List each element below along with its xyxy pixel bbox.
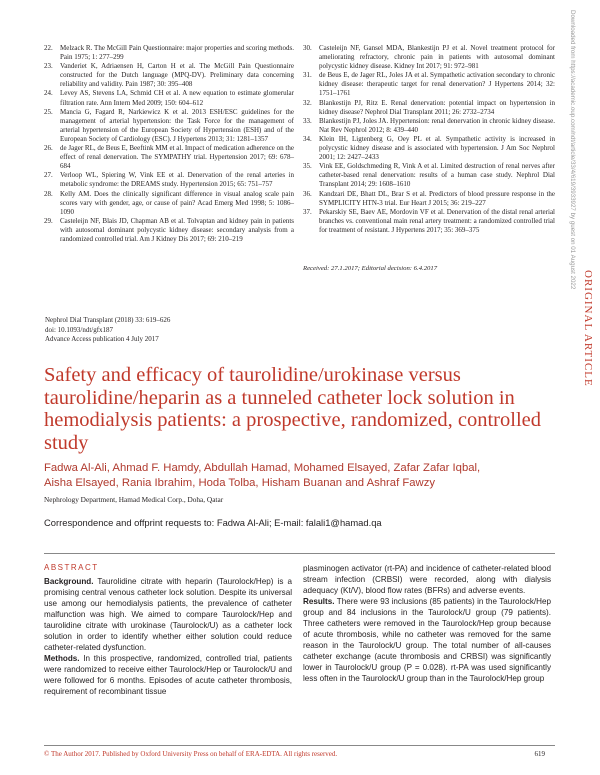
reference-text: Casteleijn NF, Gansel MDA, Blankestijn PJ et al. Novel treatment protocol for ameliorating refractory, chronic pain in patients with autosomal dominant polycystic kidney disease. Kidney Int 2017; 91: 972–981 xyxy=(319,44,555,71)
publication-info xyxy=(45,316,170,345)
reference-item xyxy=(303,135,555,162)
methods-text: In this prospective, randomized, controlled trial, patients were randomized to receive either Taurolock/Hep or Taurolock/U and were followed for 6 months. Episodes of acute catheter thrombosis, requirement of recombinant tissue xyxy=(44,654,292,696)
results-text: There were 93 inclusions (85 patients) in the Taurolock/Hep group and 84 inclusions in the Taurolock/U group (79 patients). Three catheters were removed in the Taurolock/Hep group because of acute thrombosis, while no catheter was removed for the same reason in the Taurolock/U group. The total number of all-causes catheter exchange (acute thrombosis and CRBSI) was significantly lower in Taurolock/U group (P = 0.028). rt-PA was used significantly less often in the Taurolock/U group than in the Taurolock/Hep group xyxy=(303,597,551,683)
reference-text: Vanderiet K, Adriaensen H, Carton H et al. The McGill Pain Questionnaire constructed for the Dutch language (MPQ-DV). Preliminary data concerning reliability and validity. Pain 1987; 30: 395–408 xyxy=(60,62,294,89)
reference-number: 35. xyxy=(303,162,312,171)
correspondence: Correspondence and offprint requests to: Fadwa Al-Ali; E-mail: falali1@hamad.qa xyxy=(44,517,382,528)
reference-text: de Jager RL, de Beus E, Beeftink MM et al. Impact of medication adherence on the effect of renal denervation. The SYMPATHY trial. Hypertension 2017; 69: 678–684 xyxy=(60,144,294,171)
reference-item xyxy=(44,44,294,62)
reference-item xyxy=(44,144,294,171)
reference-number: 28. xyxy=(44,189,53,198)
reference-item xyxy=(303,99,555,117)
reference-item xyxy=(303,208,555,235)
reference-item xyxy=(303,71,555,98)
abstract-column-right xyxy=(303,563,551,684)
reference-number: 27. xyxy=(44,171,53,180)
reference-text: de Beus E, de Jager RL, Joles JA et al. Sympathetic activation secondary to chronic kidney disease: therapeutic target for renal denervation? J Hypertens 2014; 32: 1751–1761 xyxy=(319,71,555,98)
journal-citation: Nephrol Dial Transplant (2018) 33: 619–626 xyxy=(45,316,171,324)
results-label: Results. xyxy=(303,597,335,606)
author-list xyxy=(44,461,544,490)
reference-number: 36. xyxy=(303,189,312,198)
reference-item xyxy=(44,62,294,89)
reference-text: Mancia G, Fagard R, Narkiewicz K et al. 2013 ESH/ESC guidelines for the management of arterial hypertension: the Task Force for the management of arterial hypertension of the European Society of Hypertension (ESH) and of the European Society of Cardiology (ESC). J Hypertens 2013; 31: 1281–1357 xyxy=(60,107,294,143)
reference-item xyxy=(303,117,555,135)
reference-text: Pekarskiy SE, Baev AE, Mordovin VF et al. Denervation of the distal renal arterial branches vs. conventional main renal artery treatment: a randomized controlled trial for treatment of resistant. J Hypertens 2017; 35: 369–375 xyxy=(319,207,555,234)
advance-access: Advance Access publication 4 July 2017 xyxy=(45,335,159,343)
reference-number: 31. xyxy=(303,71,312,80)
reference-number: 24. xyxy=(44,89,53,98)
methods-label: Methods. xyxy=(44,654,80,663)
reference-item xyxy=(44,89,294,107)
reference-number: 33. xyxy=(303,116,312,125)
references-left xyxy=(44,44,294,244)
reference-text: Casteleijn NF, Blais JD, Chapman AB et al. Tolvaptan and kidney pain in patients with autosomal dominant polycystic kidney disease: secondary analysis from a randomized controlled trial. Am J Kidney Dis 2017; 69: 210–219 xyxy=(60,216,294,243)
reference-text: Kandzari DE, Bhatt DL, Brar S et al. Predictors of blood pressure response in the SYMPLICITY HTN-3 trial. Eur Heart J 2015; 36: 219–227 xyxy=(319,189,555,207)
abstract-heading: ABSTRACT xyxy=(44,563,99,572)
reference-text: Vink EE, Goldschmeding R, Vink A et al. Limited destruction of renal nerves after catheter-based renal denervation: results of a human case study. Nephrol Dial Transplant 2014; 29: 1608–1610 xyxy=(319,162,555,189)
doi[interactable]: doi: 10.1093/ndt/gfx187 xyxy=(45,325,114,334)
reference-number: 30. xyxy=(303,44,312,52)
reference-text: Blankestijn PJ, Joles JA. Hypertension: renal denervation in chronic kidney disease. Nat Rev Nephrol 2012; 8: 439–440 xyxy=(319,116,555,134)
references-right xyxy=(303,44,555,235)
received-dates: Received: 27.1.2017; Editorial decision: 6.4.2017 xyxy=(303,265,438,272)
reference-number: 23. xyxy=(44,62,53,71)
authors-line-1: Fadwa Al-Ali, Ahmad F. Hamdy, Abdullah Hamad, Mohamed Elsayed, Zafar Zafar Iqbal, xyxy=(44,462,481,474)
footer-divider xyxy=(44,745,555,746)
reference-text: Verloop WL, Spiering W, Vink EE et al. Denervation of the renal arteries in metabolic syndrome: the DREAMS study. Hypertension 2015; 65: 751–757 xyxy=(60,171,294,189)
page-number: 619 xyxy=(534,750,545,758)
background-label: Background. xyxy=(44,577,94,586)
reference-number: 22. xyxy=(44,44,53,52)
reference-item xyxy=(303,44,555,71)
reference-item xyxy=(303,162,555,189)
reference-text: Melzack R. The McGill Pain Questionnaire: major properties and scoring methods. Pain 1975; 1: 277–299 xyxy=(60,44,294,62)
reference-item xyxy=(44,190,294,217)
reference-text: Kelly AM. Does the clinically significant difference in visual analog scale pain scores vary with gender, age, or cause of pain? Acad Emerg Med 1998; 5: 1086–1090 xyxy=(60,189,294,216)
reference-item xyxy=(303,190,555,208)
reference-text: Levey AS, Stevens LA, Schmid CH et al. A new equation to estimate glomerular filtration rate. Ann Intern Med 2009; 150: 604–612 xyxy=(60,89,294,107)
affiliation: Nephrology Department, Hamad Medical Corp., Doha, Qatar xyxy=(44,495,224,504)
reference-item xyxy=(44,171,294,189)
background-text: Taurolidine citrate with heparin (Taurolock/Hep) is a promising central venous catheter lock solution. Despite its universal use among our hemodialysis patients, the prevalence of catheter malfunction was high. We aimed to compare Taurolock/Hep and taurolidine citrate with urokinase (Taurolock/U) as a catheter lock solution in order to identify whether either solution could reduce catheter-related dysfunction. xyxy=(44,577,292,652)
reference-item xyxy=(44,217,294,244)
reference-text: Klein IH, Ligtenberg G, Oey PL et al. Sympathetic activity is increased in polycystic kidney disease and is associated with hypertension. J Am Soc Nephrol 2001; 12: 2427–2433 xyxy=(319,134,555,162)
article-title: Safety and efficacy of taurolidine/urokinase versus taurolidine/heparin as a tunneled catheter lock solution in hemodialysis patients: a prospective, randomized, controlled study xyxy=(44,364,541,454)
reference-number: 32. xyxy=(303,98,312,107)
download-note: Downloaded from https://academic.oup.com/ndt/article/33/4/619/3933927 by guest on 01 August 2022 xyxy=(569,10,576,290)
reference-number: 26. xyxy=(44,144,53,153)
authors-line-2: Aisha Elsayed, Rania Ibrahim, Hoda Tolba, Hisham Buanan and Ashraf Fawzy xyxy=(44,476,435,489)
reference-number: 25. xyxy=(44,107,53,116)
reference-number: 29. xyxy=(44,216,53,225)
copyright-footer: © The Author 2017. Published by Oxford University Press on behalf of ERA-EDTA. All rights reserved. xyxy=(44,750,338,758)
abstract-column-left xyxy=(44,576,292,697)
abstract-continued-text: plasminogen activator (rt-PA) and incidence of catheter-related blood stream infection (CRBSI) were recorded, along with dialysis adequacy (Kt/V), blood flow rates (BFRs) and adverse events. xyxy=(303,564,551,595)
reference-number: 34. xyxy=(303,134,312,143)
reference-item xyxy=(44,108,294,144)
reference-text: Blankestijn PJ, Ritz E. Renal denervation: potential impact on hypertension in kidney disease? Nephrol Dial Transplant 2011; 26: 2732–2734 xyxy=(319,98,555,116)
article-type-label: ORIGINAL ARTICLE xyxy=(582,270,594,387)
reference-number: 37. xyxy=(303,207,312,216)
divider xyxy=(44,553,555,554)
